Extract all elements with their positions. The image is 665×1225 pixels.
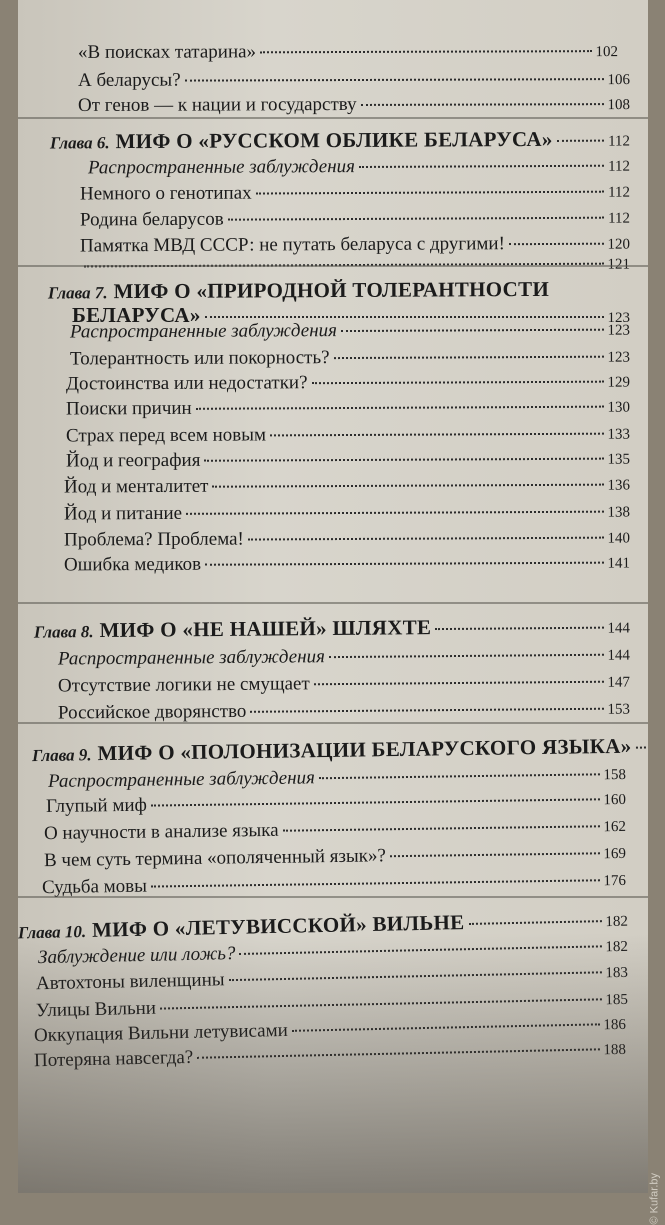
leader-dots	[197, 1048, 599, 1058]
leader-dots	[186, 511, 603, 515]
entry-title: Автохтоны виленщины	[36, 968, 225, 996]
toc-entry	[78, 92, 630, 119]
toc-entry	[70, 318, 630, 346]
chapter-title: МИФ О «ПОЛОНИЗАЦИИ БЕЛАРУСКОГО ЯЗЫКА»	[97, 734, 631, 765]
entry-page-number: 183	[605, 961, 628, 985]
leader-dots	[256, 191, 604, 195]
leader-dots	[635, 747, 645, 749]
chapter-page-number: 123	[608, 306, 631, 330]
entry-title: Немного о генотипах	[80, 182, 252, 207]
entry-title: Памятка МВД СССР: не путать беларуса с другими!	[80, 232, 505, 258]
entry-page-number: 140	[607, 527, 630, 551]
toc-entry	[64, 551, 630, 579]
leader-dots	[435, 627, 603, 630]
entry-page-number: 188	[603, 1038, 626, 1062]
entry-title: Глупый миф	[46, 794, 147, 819]
chapter-label: Глава 9.	[32, 743, 92, 768]
leader-dots	[292, 1023, 600, 1031]
entry-page-number: 185	[605, 988, 628, 1012]
entry-page-number: 135	[607, 448, 630, 472]
leader-dots	[468, 920, 601, 925]
leader-dots	[283, 825, 600, 831]
leader-dots	[196, 406, 604, 410]
toc-entry	[88, 154, 630, 182]
entry-page-number: 169	[603, 842, 626, 866]
toc-entry	[66, 447, 630, 475]
entry-title: Йод и география	[66, 449, 201, 474]
chapter-title: МИФ О «НЕ НАШЕЙ» ШЛЯХТЕ	[99, 615, 431, 642]
book-page	[18, 0, 648, 1193]
entry-page-number: 123	[607, 346, 630, 370]
toc-entry	[66, 370, 630, 398]
entry-page-number: 176	[603, 869, 626, 893]
entry-page-number: 120	[607, 233, 630, 257]
entry-page-number: 138	[607, 501, 630, 525]
chapter-title: МИФ О «РУССКОМ ОБЛИКЕ БЕЛАРУСА»	[116, 127, 553, 153]
toc-entry	[66, 422, 630, 450]
entry-title: Распространенные заблуждения	[58, 645, 325, 671]
entry-page-number: 112	[608, 181, 630, 205]
chapter-page-number: 144	[607, 616, 630, 640]
leader-dots	[151, 879, 600, 887]
entry-title: О научности в анализе языка	[44, 819, 279, 846]
leader-dots	[248, 537, 604, 541]
entry-title: Йод и менталитет	[64, 475, 209, 500]
entry-title: Улицы Вильни	[36, 997, 156, 1024]
leader-dots	[311, 381, 603, 385]
leader-dots	[319, 773, 600, 779]
entry-page-number: 106	[607, 68, 630, 92]
watermark	[649, 1173, 661, 1225]
entry-title: Оккупация Вильни летувисами	[34, 1019, 288, 1048]
entry-title: Потеряна навсегда?	[34, 1046, 194, 1073]
leader-dots	[509, 243, 604, 245]
toc-entry	[78, 39, 618, 66]
leader-dots	[390, 852, 600, 857]
chapter-separator	[18, 265, 648, 267]
chapter-title-line-2: БЕЛАРУСА»	[72, 303, 201, 327]
leader-dots	[260, 50, 591, 53]
entry-page-number: 141	[607, 552, 630, 576]
leader-dots	[250, 708, 603, 713]
leader-dots	[359, 165, 604, 168]
entry-page-number: 186	[603, 1013, 626, 1037]
leader-dots	[239, 945, 601, 955]
chapter-label: Глава 10.	[18, 920, 86, 945]
leader-dots	[341, 329, 604, 332]
leader-dots	[212, 484, 603, 488]
entry-page-number: 160	[603, 788, 626, 812]
leader-dots	[160, 998, 601, 1009]
entry-page-number: 112	[608, 155, 630, 179]
chapter-title: МИФ О «ПРИРОДНОЙ ТОЛЕРАНТНОСТИ	[114, 277, 550, 303]
toc-entry	[80, 206, 630, 234]
entry-page-number: 136	[607, 474, 630, 498]
leader-dots	[205, 562, 603, 566]
chapter-separator	[18, 722, 648, 724]
chapter-label: Глава 6.	[50, 131, 110, 155]
entry-title: Ошибка медиков	[64, 553, 201, 578]
entry-title: А беларусы?	[78, 69, 181, 93]
entry-page-number: 133	[607, 423, 630, 447]
entry-title: Достоинства или недостатки?	[66, 371, 308, 396]
toc-entry	[64, 526, 630, 554]
chapter-label: Глава 7.	[48, 281, 108, 305]
leader-dots	[270, 433, 603, 437]
leader-dots	[151, 798, 600, 806]
chapter-separator	[18, 896, 648, 898]
entry-title: Распространенные заблуждения	[48, 766, 315, 794]
leader-dots	[329, 654, 604, 658]
entry-title: В чем суть термина «ополяченный язык»?	[44, 844, 386, 873]
entry-page-number: 108	[607, 93, 630, 117]
leader-dots	[185, 78, 604, 81]
entry-page-number: 153	[607, 698, 630, 722]
entry-page-number: 182	[605, 935, 628, 959]
entry-title: Распространенные заблуждения	[88, 155, 355, 180]
chapter-label: Глава 8.	[34, 620, 94, 645]
entry-page-number: 144	[607, 644, 630, 668]
entry-title: Поиски причин	[66, 397, 192, 422]
leader-dots	[334, 356, 604, 359]
entry-page-number: 129	[607, 371, 630, 395]
entry-title: Отсутствие логики не смущает	[58, 672, 310, 698]
chapter-heading	[34, 613, 630, 645]
entry-title: «В поисках татарина»	[78, 40, 256, 65]
leader-dots	[229, 971, 602, 981]
chapter-heading	[48, 277, 618, 306]
toc-entry	[64, 473, 630, 501]
leader-dots	[204, 458, 603, 462]
chapter-heading	[50, 126, 630, 156]
leader-dots	[361, 103, 604, 106]
chapter-page-number: 112	[608, 129, 630, 153]
entry-title: Страх перед всем новым	[66, 423, 266, 448]
entry-title: Распространенные заблуждения	[70, 319, 337, 344]
leader-dots	[228, 217, 604, 221]
toc-entry	[70, 345, 630, 373]
entry-page-number: 130	[607, 396, 630, 420]
leader-dots	[314, 681, 604, 686]
entry-title: От генов — к нации и государству	[78, 93, 357, 118]
entry-page-number: 158	[603, 763, 626, 787]
entry-page-number: 102	[595, 40, 618, 64]
entry-title: Родина беларусов	[80, 208, 224, 233]
entry-page-number: 162	[603, 815, 626, 839]
entry-title: Проблема? Проблема!	[64, 528, 244, 553]
entry-page-number: 147	[607, 671, 630, 695]
entry-title: Заблуждение или ложь?	[38, 942, 236, 970]
toc-entry	[80, 180, 630, 208]
toc-entry	[78, 67, 630, 94]
entry-page-number: 123	[607, 319, 630, 343]
toc-entry	[58, 643, 630, 673]
toc-entry	[64, 500, 630, 528]
entry-title: Йод и питание	[64, 502, 182, 527]
chapter-separator	[18, 117, 648, 119]
entry-title: Толерантность или покорность?	[70, 346, 330, 371]
toc-entry	[58, 670, 630, 700]
leader-dots	[557, 140, 604, 142]
entry-page-number: 112	[608, 207, 630, 231]
entry-title: Российское дворянство	[58, 700, 247, 726]
entry-title: Судьба мовы	[42, 875, 147, 900]
chapter-title: МИФ О «ЛЕТУВИССКОЙ» ВИЛЬНЕ	[92, 910, 465, 942]
toc-entry	[66, 395, 630, 423]
chapter-separator	[18, 602, 648, 604]
chapter-page-number: 182	[605, 910, 628, 934]
